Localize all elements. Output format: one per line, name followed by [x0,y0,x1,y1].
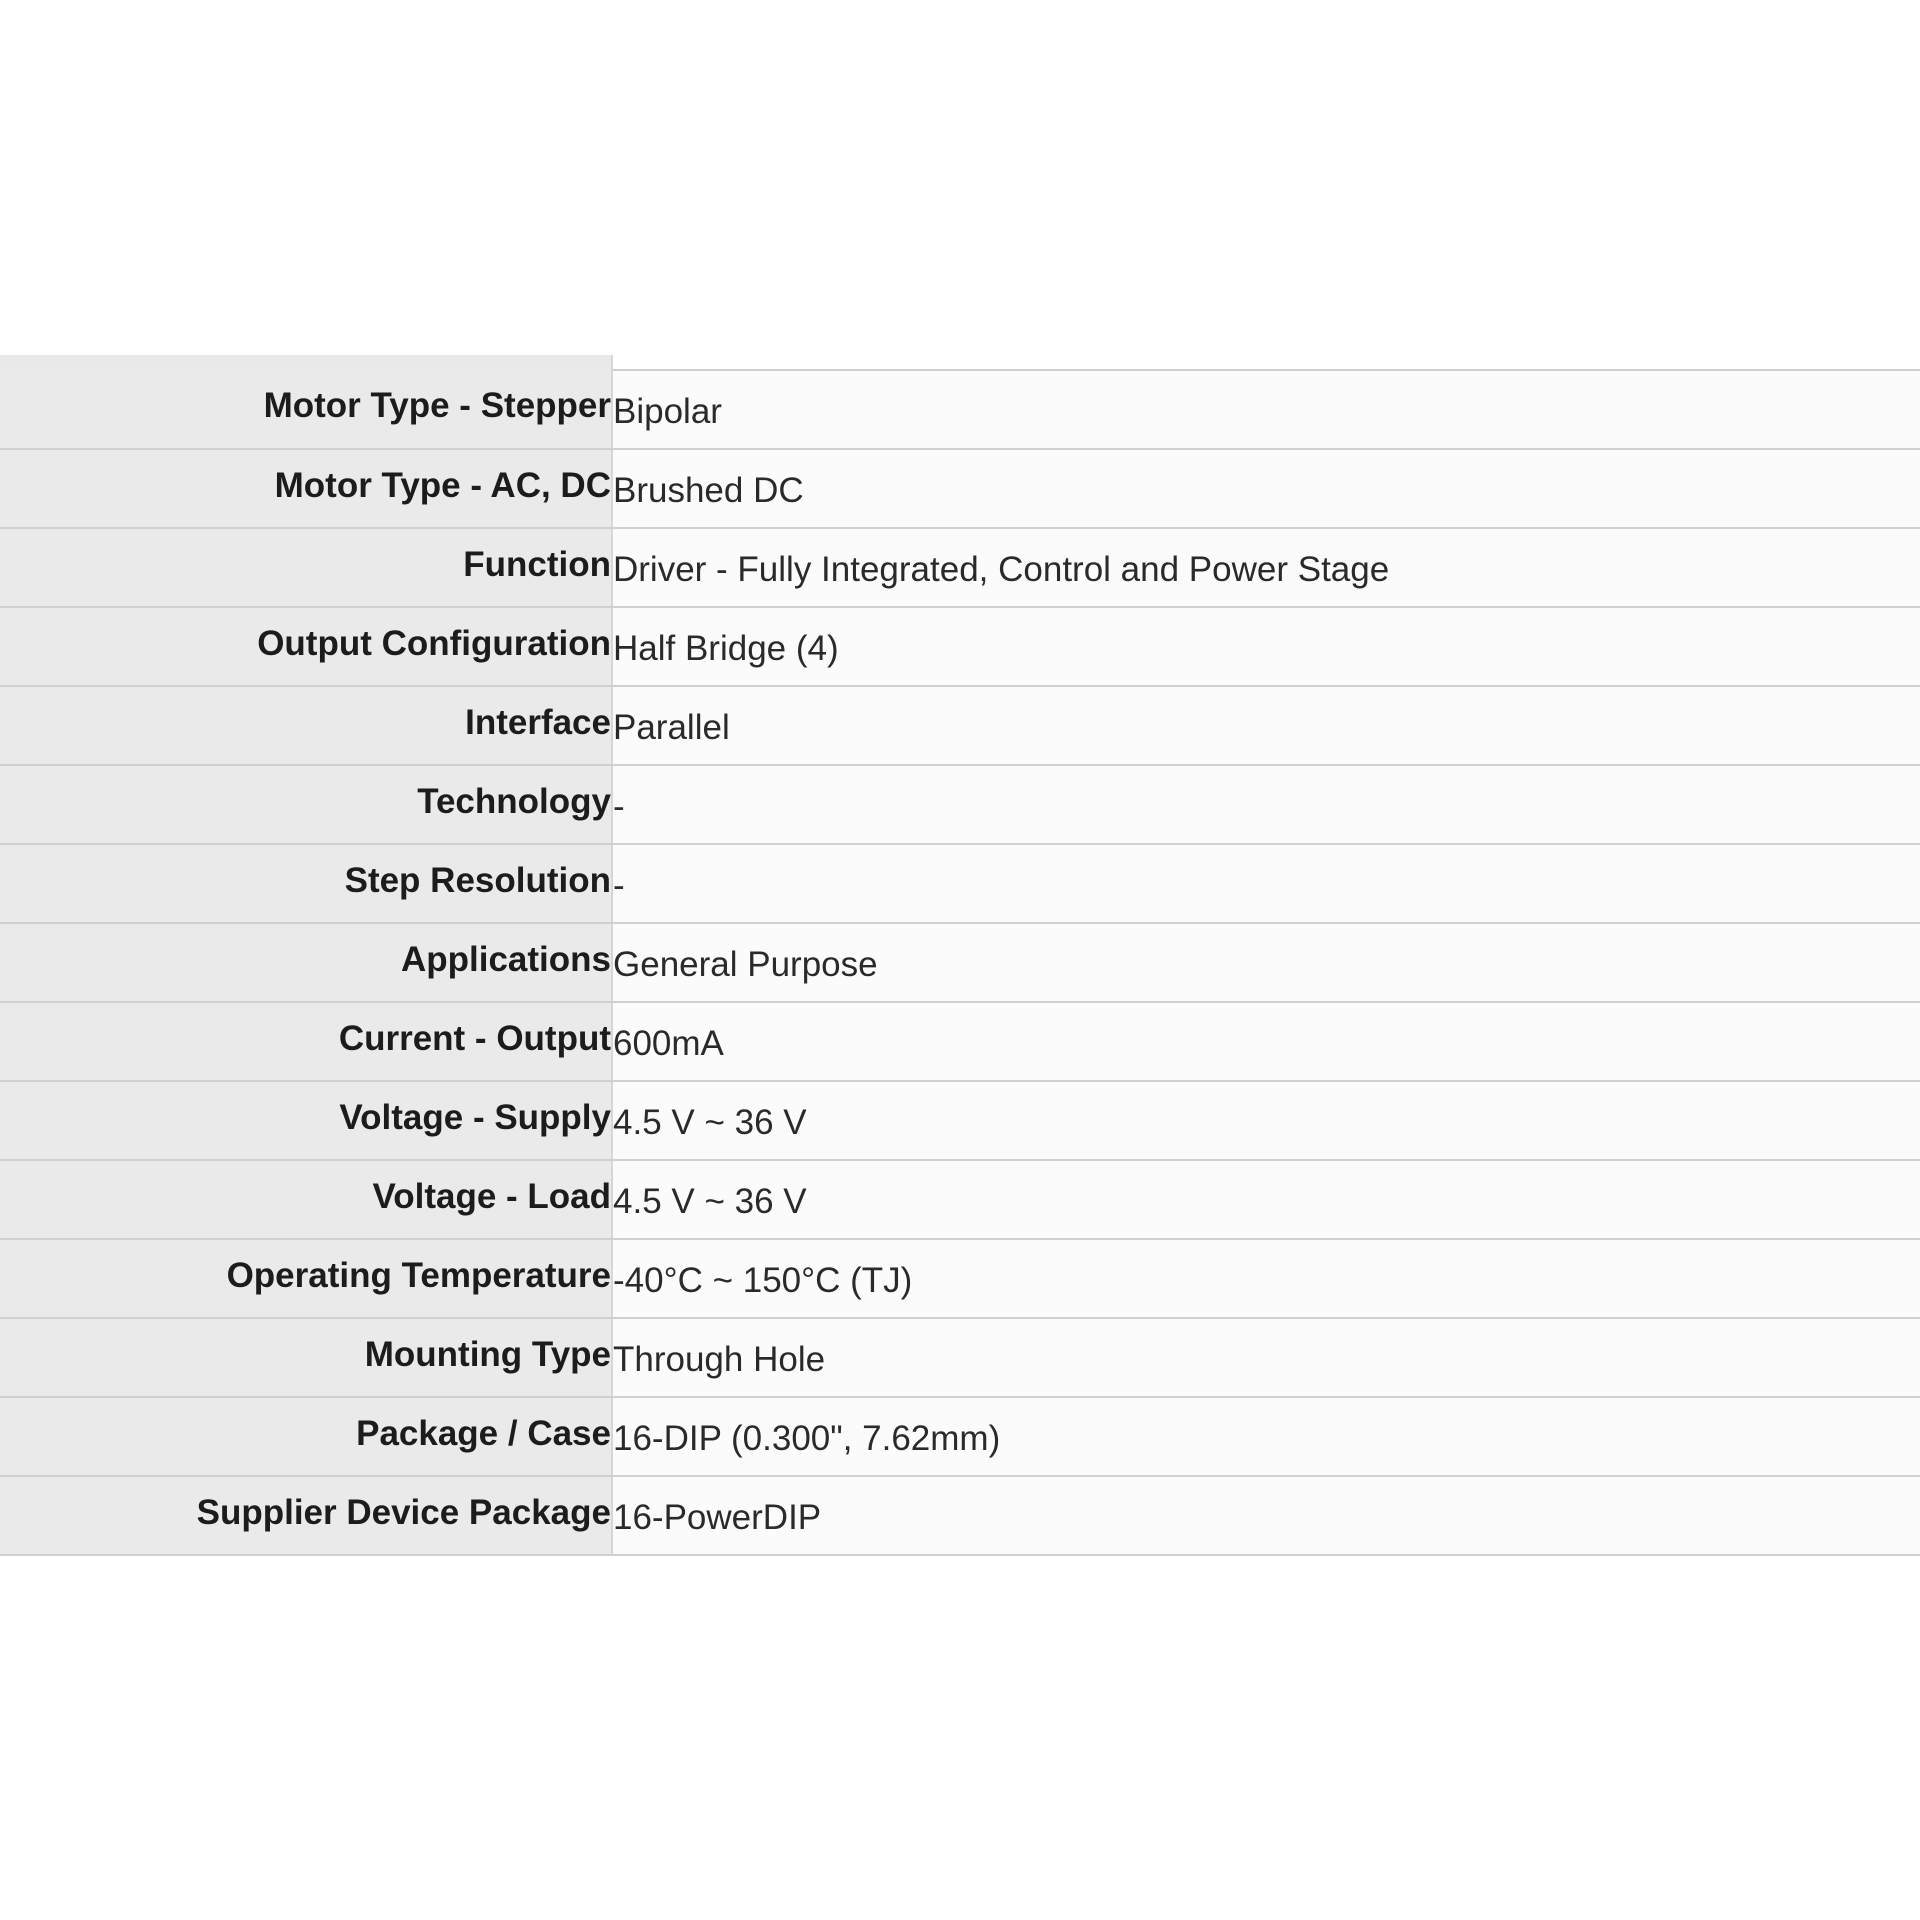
spec-value-text: - [613,786,625,826]
spec-label [0,449,612,528]
spec-label [0,1318,612,1397]
spec-value [612,1081,1920,1160]
spec-table-header [0,355,1920,370]
spec-label [0,1160,612,1239]
spec-label [0,765,612,844]
header-value-cell [612,355,1920,370]
spec-value-text: - [613,865,625,905]
spec-value-text: -40°C ~ 150°C (TJ) [613,1260,913,1300]
header-label-cell [0,355,612,370]
spec-value-text: 600mA [613,1023,724,1063]
spec-value-text: Driver - Fully Integrated, Control and Power Stage [613,549,1390,589]
spec-label [0,1397,612,1476]
spec-label-text: Operating Temperature [226,1255,611,1295]
spec-label-text: Package / Case [356,1413,611,1453]
spec-label-text: Output Configuration [257,623,611,663]
spec-value [612,923,1920,1002]
spec-row-voltage-load [0,1160,1920,1239]
spec-value [612,1002,1920,1081]
spec-row-function [0,528,1920,607]
spec-value-text: Parallel [613,707,730,747]
spec-label-text: Motor Type - AC, DC [274,465,611,505]
spec-label [0,844,612,923]
spec-label [0,370,612,449]
spec-row-supplier-device-package [0,1476,1920,1555]
spec-label-text: Voltage - Load [372,1176,611,1216]
spec-label [0,607,612,686]
spec-row-applications [0,923,1920,1002]
spec-value-text: Through Hole [613,1339,826,1379]
spec-row-motor-type-stepper [0,370,1920,449]
spec-value-text: Brushed DC [613,470,804,510]
spec-label-text: Mounting Type [364,1334,611,1374]
spec-value-text: 16-DIP (0.300", 7.62mm) [613,1418,1001,1458]
spec-label [0,528,612,607]
spec-value-text: 4.5 V ~ 36 V [613,1181,807,1221]
spec-row-interface [0,686,1920,765]
spec-value [612,844,1920,923]
spec-label-text: Current - Output [338,1018,611,1058]
spec-row-current-output [0,1002,1920,1081]
spec-row-motor-type-ac-dc [0,449,1920,528]
spec-row-voltage-supply [0,1081,1920,1160]
spec-label-text: Interface [465,702,611,742]
spec-value [612,1397,1920,1476]
spec-value [612,765,1920,844]
spec-value [612,686,1920,765]
spec-label-text: Supplier Device Package [196,1492,611,1532]
spec-label-text: Step Resolution [344,860,611,900]
spec-value [612,1318,1920,1397]
spec-row-step-resolution [0,844,1920,923]
spec-value-text: General Purpose [613,944,878,984]
spec-table [0,355,1920,1556]
spec-value-text: Half Bridge (4) [613,628,839,668]
spec-label [0,1002,612,1081]
spec-label [0,1081,612,1160]
spec-label-text: Voltage - Supply [339,1097,611,1137]
spec-row-output-configuration [0,607,1920,686]
spec-value-text: 4.5 V ~ 36 V [613,1102,807,1142]
spec-row-package-case [0,1397,1920,1476]
spec-label-text: Function [463,544,611,584]
spec-row-operating-temperature [0,1239,1920,1318]
spec-value-text: 16-PowerDIP [613,1497,822,1537]
spec-value [612,607,1920,686]
spec-label [0,686,612,765]
spec-label-text: Technology [417,781,611,821]
spec-label-text: Motor Type - Stepper [263,386,611,425]
spec-value [612,1160,1920,1239]
spec-label [0,923,612,1002]
spec-label [0,1476,612,1555]
spec-label [0,1239,612,1318]
spec-value-text: Bipolar [613,391,722,431]
spec-value [612,528,1920,607]
spec-row-technology [0,765,1920,844]
spec-value [612,1476,1920,1555]
spec-value [612,370,1920,449]
spec-label-text: Applications [400,939,611,979]
spec-value [612,1239,1920,1318]
spec-value [612,449,1920,528]
spec-row-mounting-type [0,1318,1920,1397]
